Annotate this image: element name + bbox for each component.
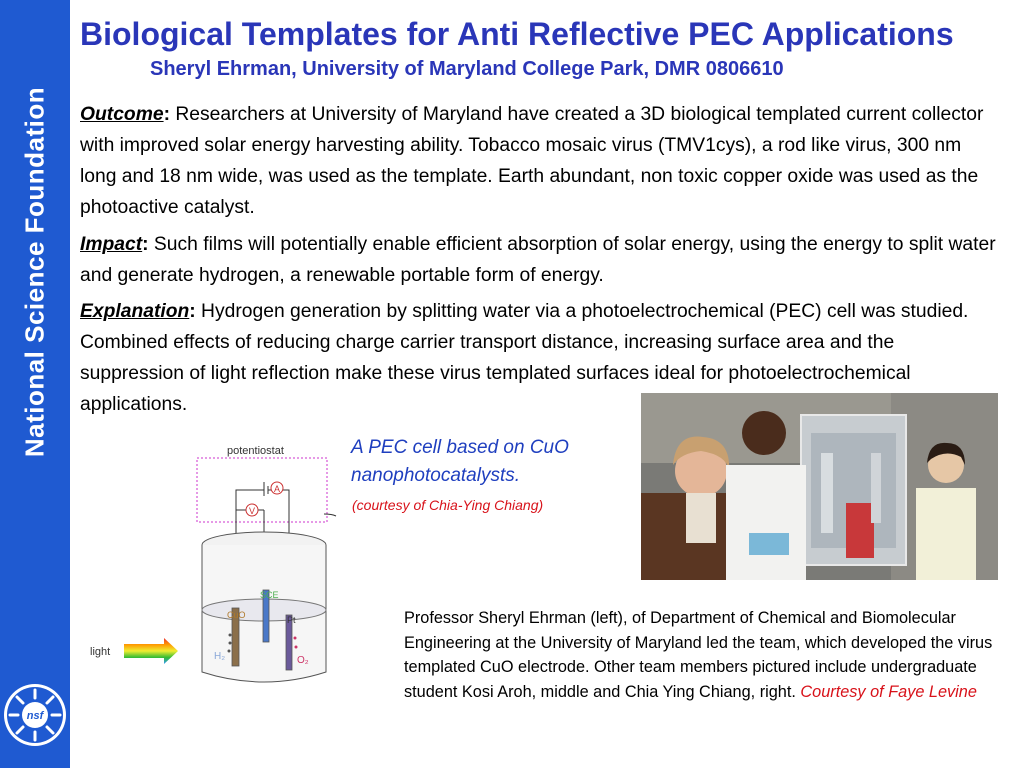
nsf-logo-icon — [2, 682, 68, 748]
slide-title: Biological Templates for Anti Reflective PEC Applications — [80, 16, 954, 52]
explanation-text: Hydrogen generation by splitting water via a photoelectrochemical (PEC) cell was studied. Combined effects of reducing charge carrier transport distance, increasing surface area and the suppression of light reflection make these virus templated surfaces ideal for photoelectrochemical applications. — [80, 301, 969, 415]
photo-caption-text: Professor Sheryl Ehrman (left), of Department of Chemical and Biomolecular Engineering at the University of Maryland led the team, which developed the virus templated CuO electrode. Other team members pictured include undergraduate student Kosi Aroh, middle and Chia Ying Chiang, right. — [404, 609, 993, 701]
slide-subtitle: Sheryl Ehrman, University of Maryland College Park, DMR 0806610 — [150, 58, 784, 80]
outcome-paragraph: Outcome: Researchers at University of Maryland have created a 3D biological templated current collector with improved solar energy harvesting ability. Tobacco mosaic virus (TMV1cys), a rod like virus, 300 nm long and 18 nm wide, was used as the template. Earth abundant, non toxic copper oxide was used as the photoactive catalyst. — [80, 104, 984, 218]
light-label: light — [90, 646, 111, 658]
photo-caption-courtesy: Courtesy of Faye Levine — [800, 682, 977, 701]
voltmeter-label: V — [248, 506, 256, 516]
sidebar-org-name: National Science Foundation — [19, 86, 50, 458]
h2-label: H₂ — [214, 651, 226, 662]
ammeter-label: A — [273, 484, 281, 494]
cuo-label: CuO — [227, 610, 246, 620]
photo-caption — [404, 606, 1019, 704]
o2-label: O₂ — [297, 655, 309, 666]
potentiostat-label: potentiostat — [227, 445, 284, 457]
pec-caption-line2: nanophotocatalysts. — [351, 465, 521, 486]
explanation-label: Explanation — [80, 301, 190, 322]
nsf-sidebar — [0, 0, 70, 768]
light-arrow-icon — [124, 638, 178, 664]
impact-paragraph: Impact: Such films will potentially enable efficient absorption of solar energy, using the energy to split water and generate hydrogen, a renewable portable form of energy. — [80, 234, 996, 286]
explanation-paragraph: Explanation: Hydrogen generation by splitting water via a photoelectrochemical (PEC) cell was studied. Combined effects of reducing charge carrier transport distance, increasing surface area and the suppression of light reflection make these virus templated surfaces ideal for photoelectrochemical applications. — [80, 301, 969, 415]
nsf-logo-text: nsf — [26, 710, 44, 722]
impact-text: Such films will potentially enable efficient absorption of solar energy, using the energy to split water and generate hydrogen, a renewable portable form of energy. — [80, 234, 996, 286]
outcome-text: Researchers at University of Maryland have created a 3D biological templated current collector with improved solar energy harvesting ability. Tobacco mosaic virus (TMV1cys), a rod like virus, 300 nm long and 18 nm wide, was used as the template. Earth abundant, non toxic copper oxide was used as the photoactive catalyst. — [80, 104, 984, 218]
impact-label: Impact — [80, 234, 143, 255]
pec-caption-courtesy: (courtesy of Chia-Ying Chiang) — [352, 497, 544, 513]
sce-label: SCE — [260, 590, 279, 600]
pt-label: Pt — [287, 615, 296, 625]
pec-caption — [351, 434, 569, 490]
pec-caption-line1: A PEC cell based on CuO — [351, 437, 569, 458]
team-photo — [641, 393, 998, 580]
outcome-label: Outcome — [80, 104, 164, 125]
pec-cell-diagram — [84, 440, 354, 695]
